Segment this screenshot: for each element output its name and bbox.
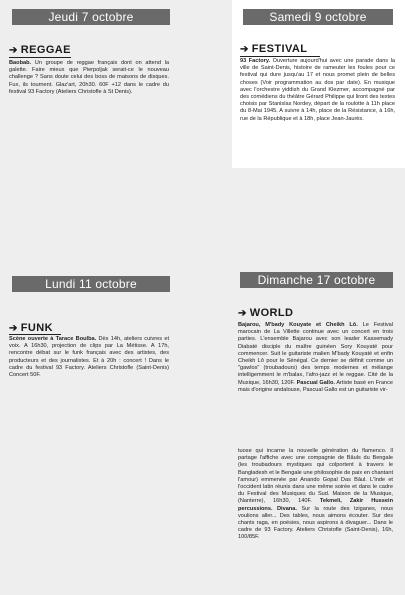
arrow-icon: ➔ — [9, 322, 18, 334]
monday-banner: Lundi 11 octobre — [12, 276, 170, 292]
heading-label: REGGAE — [20, 44, 71, 56]
sunday-heading — [238, 307, 293, 319]
sunday-article-part1 — [238, 322, 393, 394]
sunday-article-part2 — [238, 448, 393, 542]
monday-heading — [9, 322, 53, 334]
article-lead: Tekmeli, Zakir Hussein percussions. — [238, 498, 393, 512]
thursday-article — [9, 60, 169, 96]
saturday-heading — [240, 43, 307, 55]
heading-label: FUNK — [20, 322, 53, 334]
arrow-icon: ➔ — [240, 43, 249, 55]
article-lead: Bajarou, M'bady Kouyate et Cheikh Lô. — [238, 322, 358, 328]
article-lead: 93 Factory. — [240, 58, 271, 64]
thursday-heading — [9, 44, 71, 56]
article-body: Ouverture aujourd'hui avec une parade dans la ville de Saint-Denis, histoire de rameuter les foules pour ce festival qui dure jusqu'au 17 et nous promet plein de belles choses (Voir programmation au dos par date). En musique avec l'orchestre yiddish du Grand Klezmer, accompagné par des comédiens du théâtre Gérard Philippe qui liront des textes choisis par Stanislas Nordey, départ de la roulotte à 11h place du 8-Mai 1945. A suivre à 14h, place de la Résistance, à 16h, rue de la République et à 18h, place Jean-Jaurès. — [240, 58, 395, 122]
article-body: tuose qui incarne la nouvelle génération du flamenco. Il partage l'affiche avec une compagnie de Bâuls du Bengale (les troubadours mystiques qui colportent à travers le Bangladesh et le Bengale une philosophie de paix en chantant l'amour) emmenée par Anando Gopal Das Bâul. L'Inde et l'occident latin réunis dans une même soirée et dans le cadre du Festival des Musiques du Sud. Maison de la Musique, (Nanterre), 16h30, 140F. — [238, 448, 393, 505]
article-body: Dès 14h, ateliers cuivres et voix. A 16h30, projection de clips par La Métisse. A 17h, rencontre débat sur le funk français avec des artistes, des producteurs et des journalistes. Et à 20h : concert ! Dans le cadre du festival 93 Factory. Ateliers Christofle (Saint-Denis) Concert 50F. — [9, 336, 169, 379]
article-body: Sur la route des tziganes, nous voulions aller... Des tables, nous aimons écouter. Sur des chants raga, en poésies, nous aspirons à divaguer... Dans le cadre de 93 Factory. Ateliers Christofle (Saint-Denis), 16h, 100/85F. — [238, 505, 393, 541]
monday-article — [9, 336, 169, 379]
article-lead: Scène ouverte à Tarace Boulba. — [9, 336, 97, 342]
saturday-article — [240, 58, 395, 123]
article-body: Le Festival marocain de La Villette continue avec un concert en trois parties. L'ensemble Bajarou avec son leader Kassemady Diabaté disciple du maître guinéen Sory Kouyaté pour commencer. Suit le guitariste malien M'bady Kouyaté et enfin Cheikh Lô pour le Sénégal. Ce dernier se définit comme un "gawlos" (troubadours) des temps modernes et mélange intelligemment le m'balax, l'afro-jazz et le reggae. Cité de la Musique, 16h30, 120F. — [238, 322, 393, 386]
article-body: Artiste basé en France mais d'origine andalouse, Pascual Gallo est un guitariste vir- — [238, 379, 393, 393]
article-lead: Pascual Gallo. — [296, 379, 335, 386]
heading-label: WORLD — [249, 307, 294, 319]
arrow-icon: ➔ — [238, 307, 247, 319]
article-body: Un groupe de reggae français dont on attend la galette. Faire mieux que Pierpoljak serait-ce le nouveau challenge ? Sans doute celui des boss de maisons de disques. Fux, ils tournent. Glaz'art, 20h30. 60F +12 dans le cadre du festival 93 Factory (Ateliers Christofle à St Denis). — [9, 60, 169, 95]
heading-underline — [240, 56, 320, 57]
article-lead: Baobab. — [9, 60, 32, 66]
thursday-banner: Jeudi 7 octobre — [12, 9, 170, 25]
heading-underline — [9, 334, 61, 335]
heading-underline — [9, 57, 71, 58]
heading-label: FESTIVAL — [251, 43, 308, 55]
saturday-banner: Samedi 9 octobre — [243, 9, 393, 25]
article-lead: Divana. — [276, 505, 297, 512]
sunday-banner: Dimanche 17 octobre — [240, 272, 393, 288]
arrow-icon: ➔ — [9, 44, 18, 56]
